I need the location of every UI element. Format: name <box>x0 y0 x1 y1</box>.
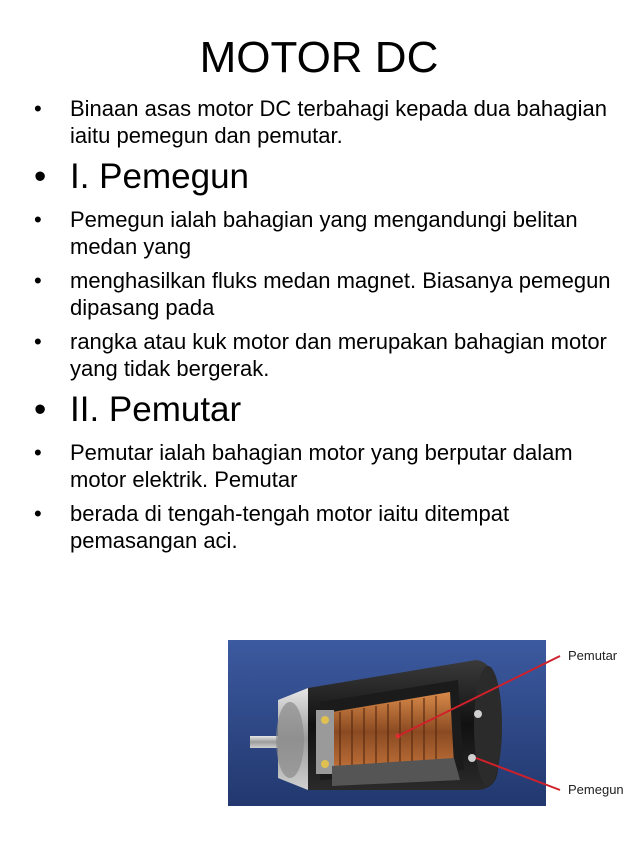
bullet-text: rangka atau kuk motor dan merupakan bahagian motor yang tidak bergerak. <box>70 329 607 381</box>
rear-screw-top <box>474 710 482 718</box>
bullet-marker: • <box>34 268 42 293</box>
bullet-marker: • <box>34 440 42 465</box>
bullet-item <box>34 206 614 260</box>
label-pemutar: Pemutar <box>568 648 618 663</box>
section-heading <box>34 156 614 198</box>
motor-cutaway-image <box>228 640 546 806</box>
bullet-item <box>34 500 614 554</box>
bullet-marker: • <box>34 157 47 196</box>
bullet-item <box>34 328 614 382</box>
bullet-text: Pemegun ialah bahagian yang mengandungi belitan medan yang <box>70 207 578 259</box>
bullet-marker: • <box>34 207 42 232</box>
section-heading-text: II. Pemutar <box>70 390 242 429</box>
bullet-item <box>34 267 614 321</box>
brush-bottom <box>321 760 329 768</box>
slide-title: MOTOR DC <box>199 33 439 82</box>
bullet-marker: • <box>34 329 42 354</box>
motor-front-bearing <box>276 702 304 778</box>
bullet-text: berada di tengah-tengah motor iaitu ditempat pemasangan aci. <box>70 501 510 553</box>
bullet-marker: • <box>34 501 42 526</box>
motor-rear-cap <box>474 666 502 786</box>
brush-top <box>321 716 329 724</box>
bullet-item <box>34 95 614 149</box>
section-heading-text: I. Pemegun <box>70 157 249 196</box>
bullet-list <box>34 95 614 561</box>
bullet-text: Pemutar ialah bahagian motor yang berputar dalam motor elektrik. Pemutar <box>70 440 573 492</box>
rear-screw-bottom <box>468 754 476 762</box>
bullet-text: menghasilkan fluks medan magnet. Biasanya pemegun dipasang pada <box>70 268 611 320</box>
rotor-pointer-target <box>396 734 401 739</box>
bullet-item <box>34 439 614 493</box>
section-heading <box>34 389 614 431</box>
label-pemegun: Pemegun <box>568 782 624 797</box>
bullet-marker: • <box>34 390 47 429</box>
motor-figure <box>228 640 632 806</box>
bullet-marker: • <box>34 96 42 121</box>
bullet-text: Binaan asas motor DC terbahagi kepada dua bahagian iaitu pemegun dan pemutar. <box>70 96 607 148</box>
